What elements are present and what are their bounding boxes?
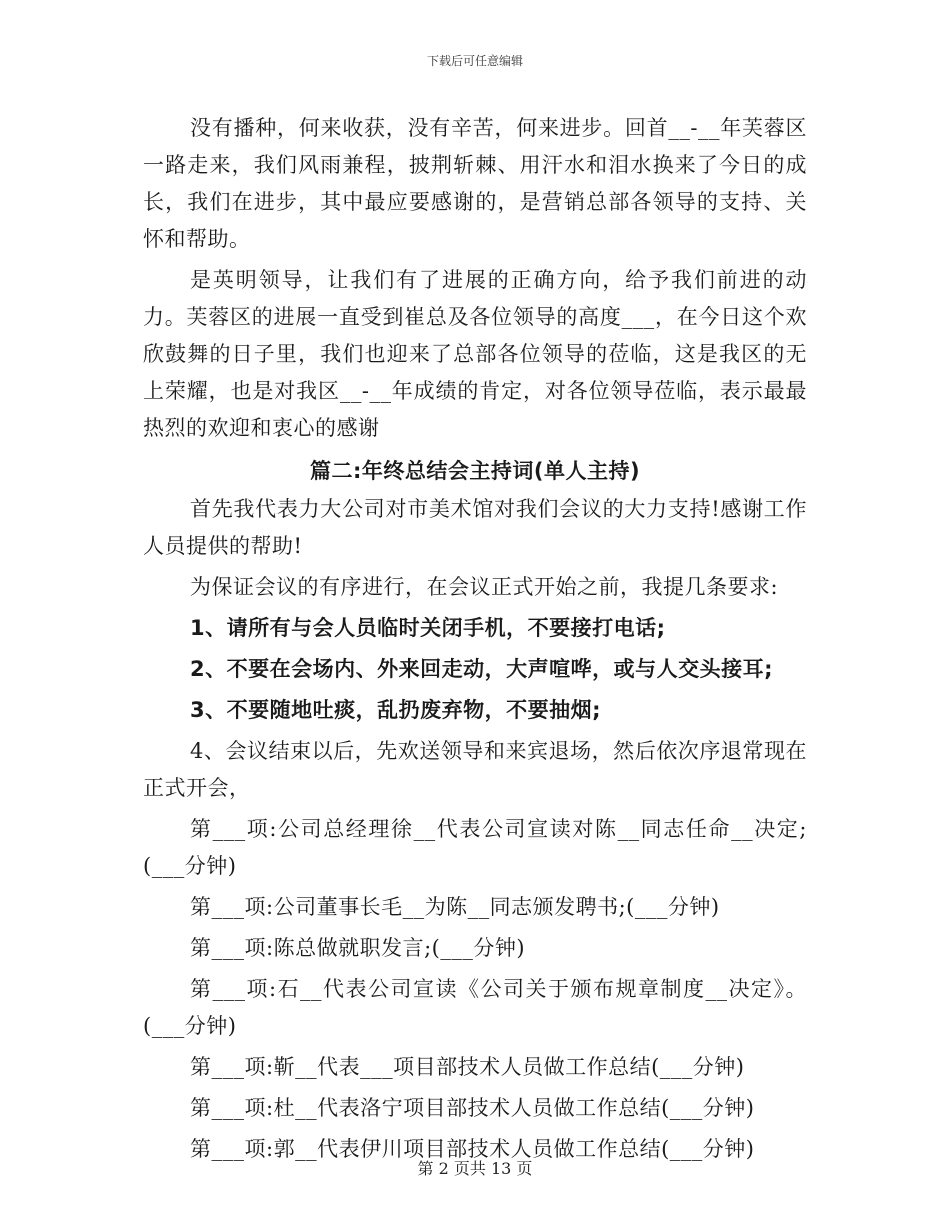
agenda-item-5: 第___项:靳__代表___项目部技术人员做工作总结(___分钟)	[190, 1055, 745, 1079]
section-title: 篇二:年终总结会主持词(单人主持)	[309, 459, 641, 483]
paragraph-2: 是英明领导，让我们有了进展的正确方向，给予我们前进的动力。芙蓉区的进展一直受到崔总及各位领导的高度___，在今日这个欢欣鼓舞的日子里，我们也迎来了总部各位领导的莅临，这是我区的无上荣耀，也是对我区__-__年成绩的肯定，对各位领导莅临，表示最最热烈的欢迎和衷心的感谢	[143, 268, 807, 440]
rule-item-1: 1、请所有与会人员临时关闭手机，不要接打电话;	[190, 616, 666, 640]
agenda-item-3: 第___项:陈总做就职发言;(___分钟)	[190, 936, 526, 960]
page-header: 下载后可任意编辑	[426, 54, 523, 68]
rule-item-3: 3、不要随地吐痰，乱扔废弃物，不要抽烟;	[190, 698, 602, 722]
agenda-item-6: 第___项:杜__代表洛宁项目部技术人员做工作总结(___分钟)	[190, 1096, 755, 1120]
agenda-item-1: 第___项:公司总经理徐__代表公司宣读对陈__同志任命__决定;(___分钟)	[143, 817, 807, 878]
rule-item-4: 4、会议结束以后，先欢送领导和来宾退场，然后依次序退常现在正式开会，	[143, 739, 807, 800]
document-body	[143, 110, 807, 1172]
rule-item-2: 2、不要在会场内、外来回走动，大声喧哗，或与人交头接耳;	[190, 657, 774, 681]
section-paragraph-1: 首先我代表力大公司对市美术馆对我们会议的大力支持!感谢工作人员提供的帮助!	[143, 497, 807, 558]
agenda-item-4: 第___项:石__代表公司宣读《公司关于颁布规章制度__决定》。(___分钟)	[143, 977, 807, 1038]
section-paragraph-2: 为保证会议的有序进行，在会议正式开始之前，我提几条要求:	[190, 575, 779, 599]
paragraph-1: 没有播种，何来收获，没有辛苦，何来进步。回首__-__年芙蓉区一路走来，我们风雨兼程，披荆斩棘、用汗水和泪水换来了今日的成长，我们在进步，其中最应要感谢的，是营销总部各领导的支持、关怀和帮助。	[143, 116, 807, 251]
agenda-item-7: 第___项:郭__代表伊川项目部技术人员做工作总结(___分钟)	[190, 1137, 755, 1161]
page-footer: 第 2 页共 13 页	[417, 1159, 533, 1178]
agenda-item-2: 第___项:公司董事长毛__为陈__同志颁发聘书;(___分钟)	[190, 895, 720, 919]
